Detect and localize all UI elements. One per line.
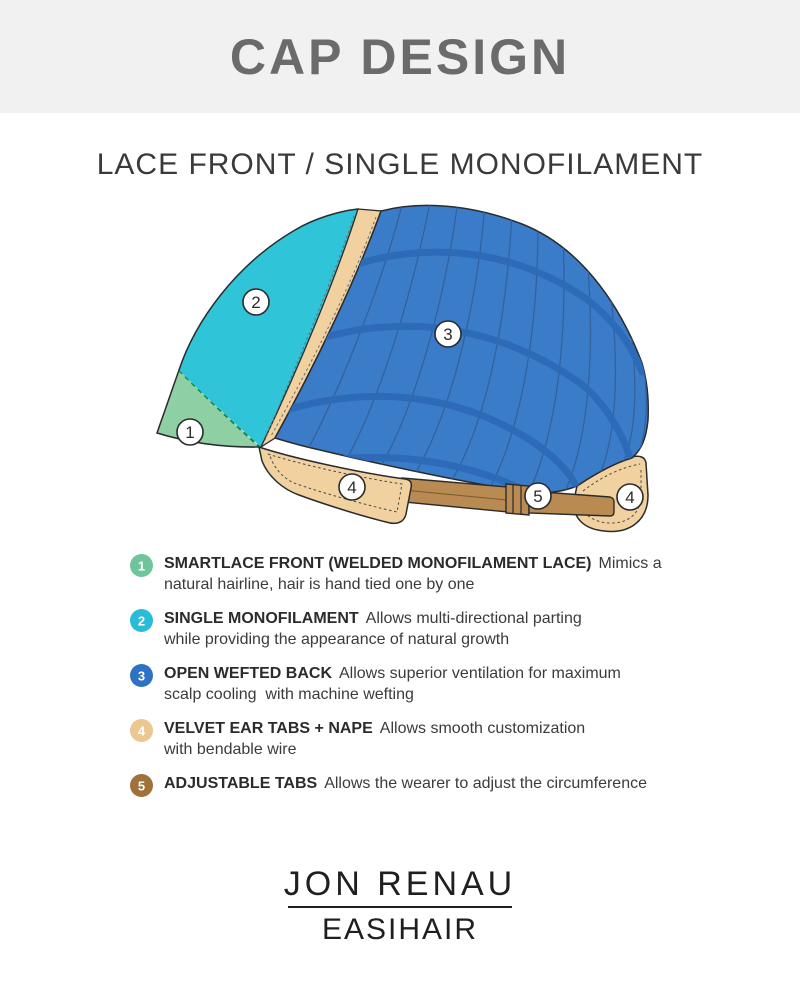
svg-text:1: 1: [137, 558, 146, 574]
svg-text:5: 5: [533, 487, 543, 506]
legend-desc-line2: while providing the appearance of natural growth: [164, 631, 510, 648]
legend-desc: Allows multi-directional parting: [365, 610, 582, 627]
svg-text:5: 5: [137, 778, 146, 794]
legend-num-badge-1: [130, 554, 153, 577]
legend-desc-line2: scalp cooling with machine wefting: [164, 686, 414, 703]
marker-3: [435, 321, 461, 347]
legend-label: OPEN WEFTED BACK: [164, 665, 332, 682]
svg-text:4: 4: [347, 478, 357, 497]
legend-desc: Allows superior ventilation for maximum: [339, 665, 621, 682]
legend-line1: [164, 663, 621, 684]
cap-diagram: [140, 200, 660, 550]
legend-num-badge-4: [130, 719, 153, 742]
legend-label: VELVET EAR TABS + NAPE: [164, 720, 373, 737]
marker-4-left: [339, 474, 365, 500]
legend: [130, 553, 690, 810]
svg-text:1: 1: [185, 423, 195, 442]
brand-subname: EASIHAIR: [321, 913, 479, 946]
legend-desc: Mimics a: [598, 555, 662, 572]
marker-1: [177, 419, 203, 445]
legend-line1: [164, 718, 585, 739]
svg-text:2: 2: [137, 613, 146, 629]
legend-item-open-wefted-back: [130, 663, 690, 705]
legend-desc-line2: natural hairline, hair is hand tied one by one: [164, 576, 475, 593]
legend-desc: Allows smooth customization: [379, 720, 586, 737]
marker-2: [243, 289, 269, 315]
legend-num-badge-2: [130, 609, 153, 632]
legend-line1: [164, 553, 662, 574]
legend-item-velvet-ear-tabs: [130, 718, 690, 760]
svg-text:3: 3: [137, 668, 146, 684]
legend-desc-line2: with bendable wire: [164, 741, 297, 758]
page-title: CAP DESIGN: [229, 28, 571, 85]
legend-desc: Allows the wearer to adjust the circumference: [324, 775, 647, 792]
legend-label: SMARTLACE FRONT (WELDED MONOFILAMENT LACE): [164, 555, 592, 572]
legend-item-single-monofilament: [130, 608, 690, 650]
legend-num-badge-3: [130, 664, 153, 687]
legend-item-adjustable-tabs: [130, 773, 690, 797]
legend-line1: [164, 773, 647, 794]
diagram-title: LACE FRONT / SINGLE MONOFILAMENT: [96, 148, 704, 181]
legend-label: SINGLE MONOFILAMENT: [164, 610, 359, 627]
svg-text:4: 4: [625, 488, 635, 507]
marker-5: [525, 483, 551, 509]
svg-text:4: 4: [137, 723, 146, 739]
brand-divider: [288, 906, 512, 908]
brand-name: JON RENAU: [283, 865, 517, 903]
legend-label: ADJUSTABLE TABS: [164, 775, 318, 792]
svg-text:3: 3: [443, 325, 453, 344]
marker-4-right: [617, 484, 643, 510]
svg-text:2: 2: [251, 293, 261, 312]
legend-item-smartlace-front: [130, 553, 690, 595]
header-bar: [0, 0, 800, 113]
legend-line1: [164, 608, 582, 629]
brand-logo: [0, 866, 800, 946]
legend-num-badge-5: [130, 774, 153, 797]
